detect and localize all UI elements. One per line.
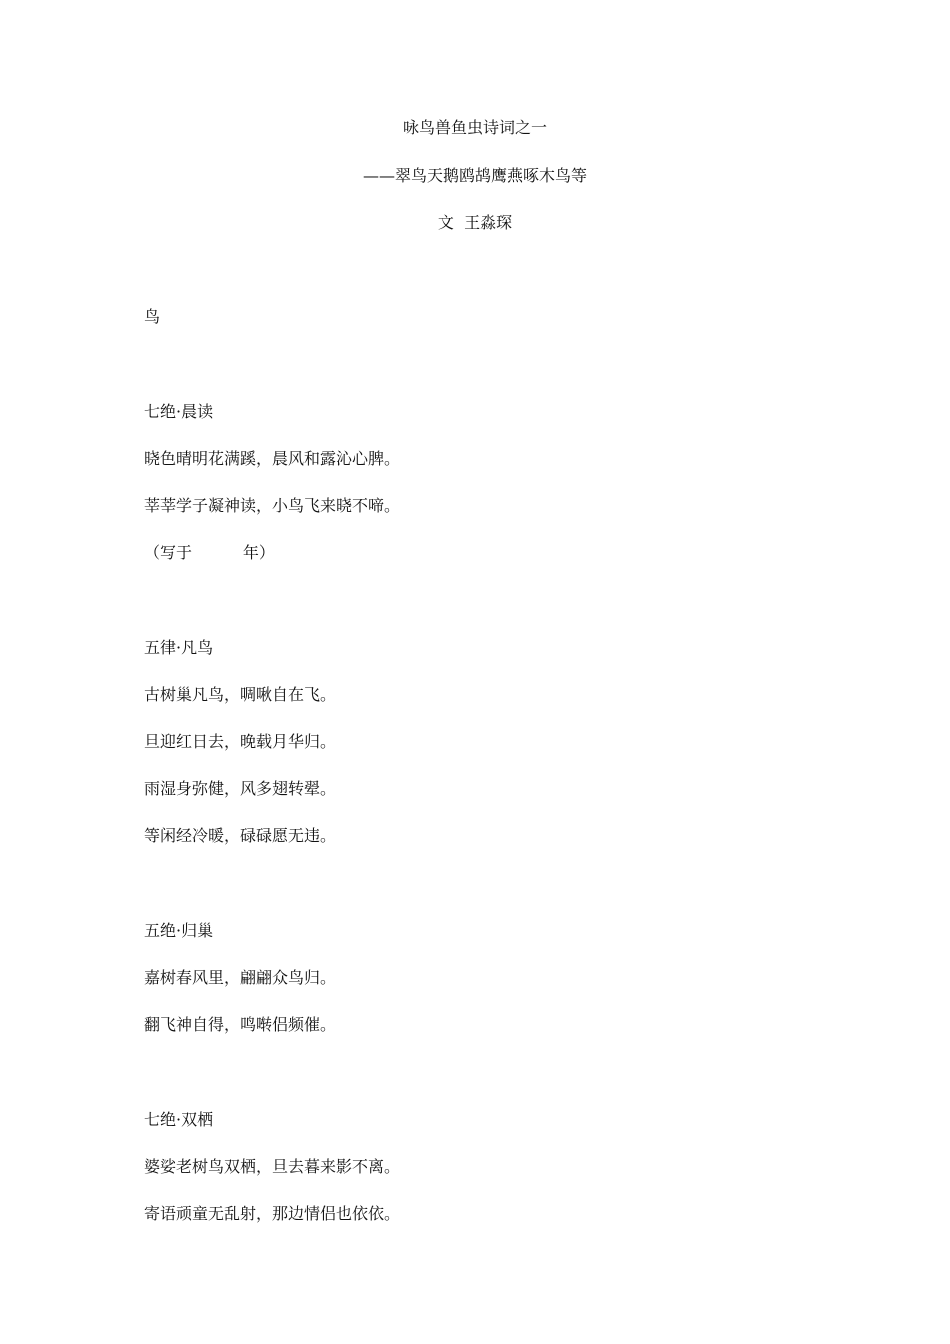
poem-line: 晓色晴明花满蹊，晨风和露沁心脾。	[144, 449, 401, 468]
poem-title: 五律·凡鸟	[144, 638, 214, 657]
document-subtitle: ——翠鸟天鹅鸥鸪鹰燕啄木鸟等	[362, 166, 587, 185]
poem-line: 等闲经冷暖，碌碌愿无违。	[144, 826, 337, 845]
section-heading: 鸟	[144, 307, 161, 326]
author-line: 文 王淼琛	[437, 213, 513, 232]
poem-line: 嘉树春风里，翩翩众鸟归。	[144, 968, 337, 987]
poem-title: 七绝·晨读	[144, 402, 214, 421]
poem-line: 寄语顽童无乱射，那边情侣也依依。	[144, 1204, 401, 1223]
poem-line: 婆娑老树鸟双栖，旦去暮来影不离。	[144, 1157, 401, 1176]
document-title: 咏鸟兽鱼虫诗词之一	[402, 118, 547, 137]
poem-title: 五绝·归巢	[144, 921, 214, 940]
poem-title: 七绝·双栖	[144, 1110, 214, 1129]
poem-line: 翻飞神自得，鸣啭侣频催。	[144, 1015, 337, 1034]
poem-line: 古树巢凡鸟，啁啾自在飞。	[144, 685, 337, 704]
poem-line: 旦迎红日去，晚载月华归。	[144, 732, 337, 751]
poem-line: 莘莘学子凝神读，小鸟飞来晓不啼。	[144, 496, 401, 515]
poem-note: （写于 年）	[144, 543, 275, 562]
poem-line: 雨湿身弥健，风多翅转翚。	[144, 779, 337, 798]
